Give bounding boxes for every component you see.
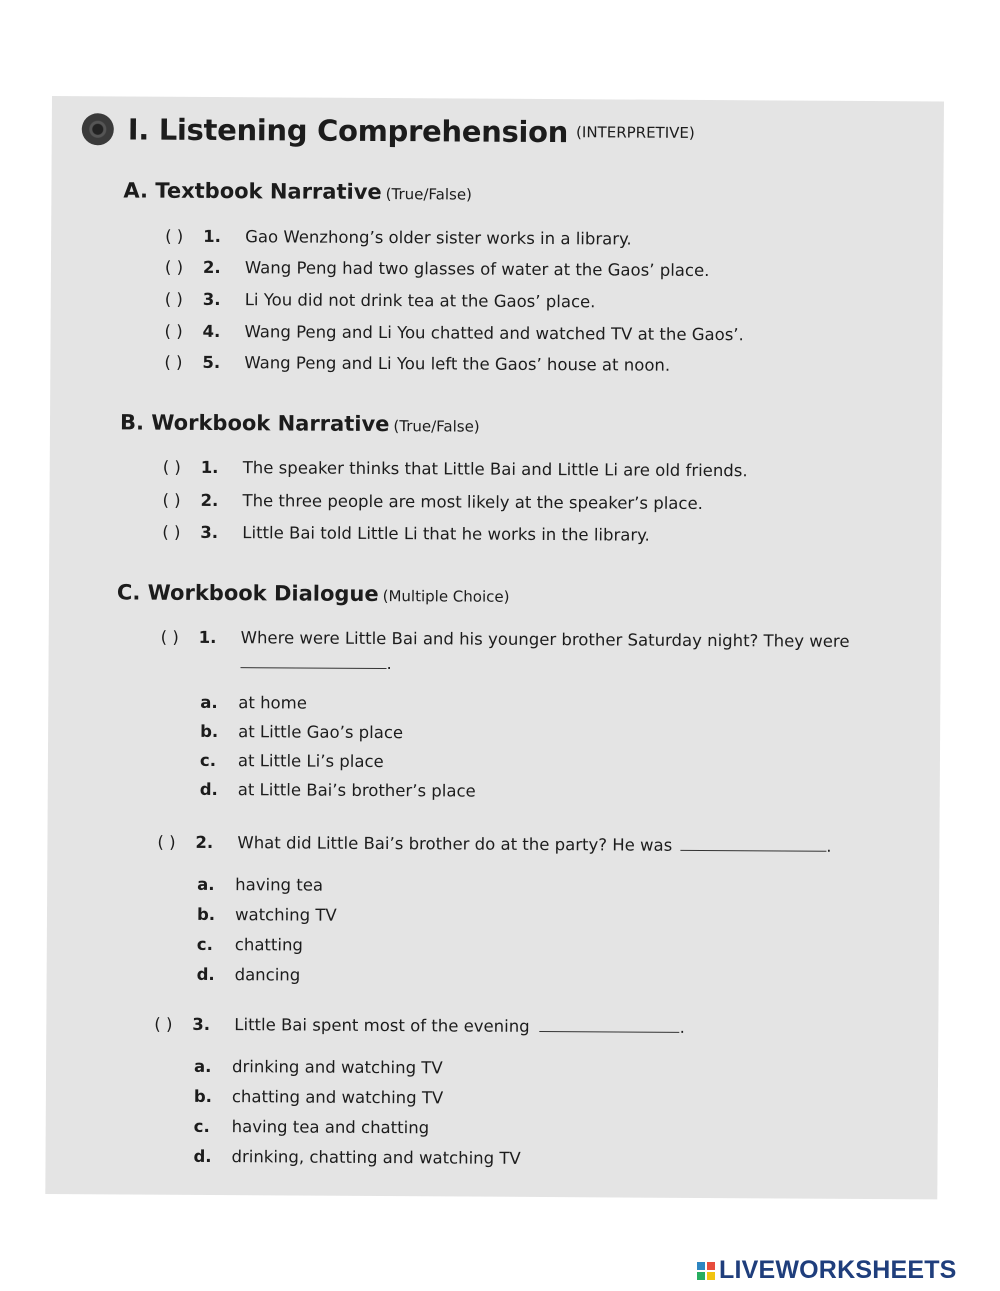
choice-letter: d. xyxy=(196,964,215,985)
part-c-heading xyxy=(117,580,510,606)
worksheet-page xyxy=(45,96,944,1199)
answer-box[interactable]: ( ) xyxy=(164,352,183,372)
answer-box[interactable]: ( ) xyxy=(162,457,181,477)
choice-item[interactable] xyxy=(197,965,301,985)
section-title: I. Listening Comprehension xyxy=(127,112,569,150)
choice-text: drinking, chatting and watching TV xyxy=(231,1147,521,1168)
choice-text: chatting and watching TV xyxy=(231,1087,444,1108)
choice-letter: b. xyxy=(200,721,219,742)
part-a-heading xyxy=(123,178,472,204)
choice-text: dancing xyxy=(234,965,301,985)
choice-letter: a. xyxy=(194,1056,212,1076)
section-header xyxy=(82,112,695,150)
item-text: Wang Peng had two glasses of water at the Gaos’ place. xyxy=(244,258,710,281)
logo-square xyxy=(697,1272,705,1280)
question-item xyxy=(161,628,850,651)
answer-box[interactable]: ( ) xyxy=(164,321,183,341)
choice-letter: c. xyxy=(199,750,217,771)
part-b-title: B. Workbook Narrative xyxy=(119,410,390,437)
choice-text: at Little Bai’s brother’s place xyxy=(237,780,476,801)
choice-item[interactable] xyxy=(194,1057,443,1078)
brand-name[interactable]: LIVEWORKSHEETS xyxy=(719,1256,957,1284)
choice-text: chatting xyxy=(234,935,303,955)
part-b-heading xyxy=(120,410,480,436)
list-item xyxy=(162,491,703,513)
question-item xyxy=(154,1015,685,1037)
answer-box[interactable]: ( ) xyxy=(162,490,181,510)
question-text: Little Bai spent most of the evening xyxy=(234,1015,530,1036)
item-number: 3. xyxy=(192,1014,211,1034)
choice-item[interactable] xyxy=(200,751,384,771)
item-number: 1. xyxy=(203,226,221,247)
choice-letter: a. xyxy=(197,874,215,895)
item-number: 1. xyxy=(198,627,217,648)
choice-item[interactable] xyxy=(200,780,476,801)
item-text: Li You did not drink tea at the Gaos’ place. xyxy=(244,290,596,312)
part-a-title: A. Textbook Narrative xyxy=(123,178,382,205)
question-end: . xyxy=(826,836,832,856)
blank xyxy=(241,653,387,669)
choice-text: having tea xyxy=(235,875,324,895)
liveworksheets-footer xyxy=(697,1256,957,1285)
choice-item[interactable] xyxy=(193,1147,520,1168)
item-text: The three people are most likely at the speaker’s place. xyxy=(242,491,703,513)
choice-letter: c. xyxy=(193,1116,210,1136)
liveworksheets-logo-icon xyxy=(697,1262,715,1280)
answer-box[interactable]: ( ) xyxy=(165,226,184,246)
choice-item[interactable] xyxy=(197,935,303,955)
question-end: . xyxy=(679,1017,685,1037)
audio-disc-icon xyxy=(82,113,114,145)
question-text: What did Little Bai’s brother do at the party? He was xyxy=(237,833,673,855)
item-text: Wang Peng and Li You left the Gaos’ house at noon. xyxy=(244,353,671,375)
choice-text: at home xyxy=(238,693,307,713)
item-text: Wang Peng and Li You chatted and watched TV at the Gaos’. xyxy=(244,322,744,345)
item-number: 3. xyxy=(202,289,221,310)
list-item xyxy=(163,458,748,481)
item-text: Little Bai told Little Li that he works in the library. xyxy=(242,523,650,545)
list-item xyxy=(164,353,670,375)
list-item xyxy=(165,258,710,280)
choice-text: at Little Li’s place xyxy=(237,751,384,772)
question-end: . xyxy=(386,654,392,674)
choice-item[interactable] xyxy=(194,1087,443,1108)
choice-letter: a. xyxy=(200,692,218,713)
item-number: 3. xyxy=(200,522,219,543)
part-a-note: (True/False) xyxy=(385,185,473,204)
item-number: 2. xyxy=(195,832,214,852)
logo-square xyxy=(697,1262,705,1270)
blank xyxy=(680,836,826,852)
item-number: 2. xyxy=(200,490,219,511)
answer-box[interactable]: ( ) xyxy=(162,522,181,542)
answer-blank-line xyxy=(240,653,391,673)
answer-box[interactable]: ( ) xyxy=(160,627,179,647)
choice-item[interactable] xyxy=(197,875,323,895)
answer-box[interactable]: ( ) xyxy=(164,289,183,309)
list-item xyxy=(162,523,650,545)
choice-text: drinking and watching TV xyxy=(232,1057,443,1078)
choice-text: at Little Gao’s place xyxy=(238,722,404,743)
section-subtitle: (INTERPRETIVE) xyxy=(576,123,695,142)
item-text: Gao Wenzhong’s older sister works in a library. xyxy=(245,227,632,249)
logo-square xyxy=(707,1262,715,1270)
item-number: 4. xyxy=(202,321,221,342)
question-text: Where were Little Bai and his younger brother Saturday night? They were xyxy=(240,628,850,651)
choice-letter: b. xyxy=(196,904,216,925)
part-c-note: (Multiple Choice) xyxy=(382,587,510,606)
logo-square xyxy=(707,1272,715,1280)
list-item xyxy=(165,290,596,312)
item-text: The speaker thinks that Little Bai and Little Li are old friends. xyxy=(242,458,748,481)
answer-box[interactable]: ( ) xyxy=(154,1014,173,1034)
choice-letter: d. xyxy=(193,1146,212,1166)
answer-box[interactable]: ( ) xyxy=(164,257,184,277)
choice-text: watching TV xyxy=(234,905,337,925)
item-number: 1. xyxy=(200,457,219,478)
answer-box[interactable]: ( ) xyxy=(157,832,176,852)
item-number: 2. xyxy=(202,257,221,278)
part-b-note: (True/False) xyxy=(393,417,480,436)
choice-item[interactable] xyxy=(200,722,403,742)
list-item xyxy=(165,322,744,345)
choice-text: having tea and chatting xyxy=(231,1117,430,1138)
blank xyxy=(540,1017,680,1033)
choice-item[interactable] xyxy=(194,1117,430,1137)
choice-letter: b. xyxy=(193,1086,213,1106)
choice-letter: d. xyxy=(199,779,218,800)
list-item xyxy=(165,227,632,249)
choice-item[interactable] xyxy=(200,693,307,713)
question-item xyxy=(157,833,831,856)
item-number: 5. xyxy=(202,352,221,373)
part-c-title: C. Workbook Dialogue xyxy=(116,580,379,607)
choice-item[interactable] xyxy=(197,905,337,925)
choice-letter: c. xyxy=(196,934,213,954)
